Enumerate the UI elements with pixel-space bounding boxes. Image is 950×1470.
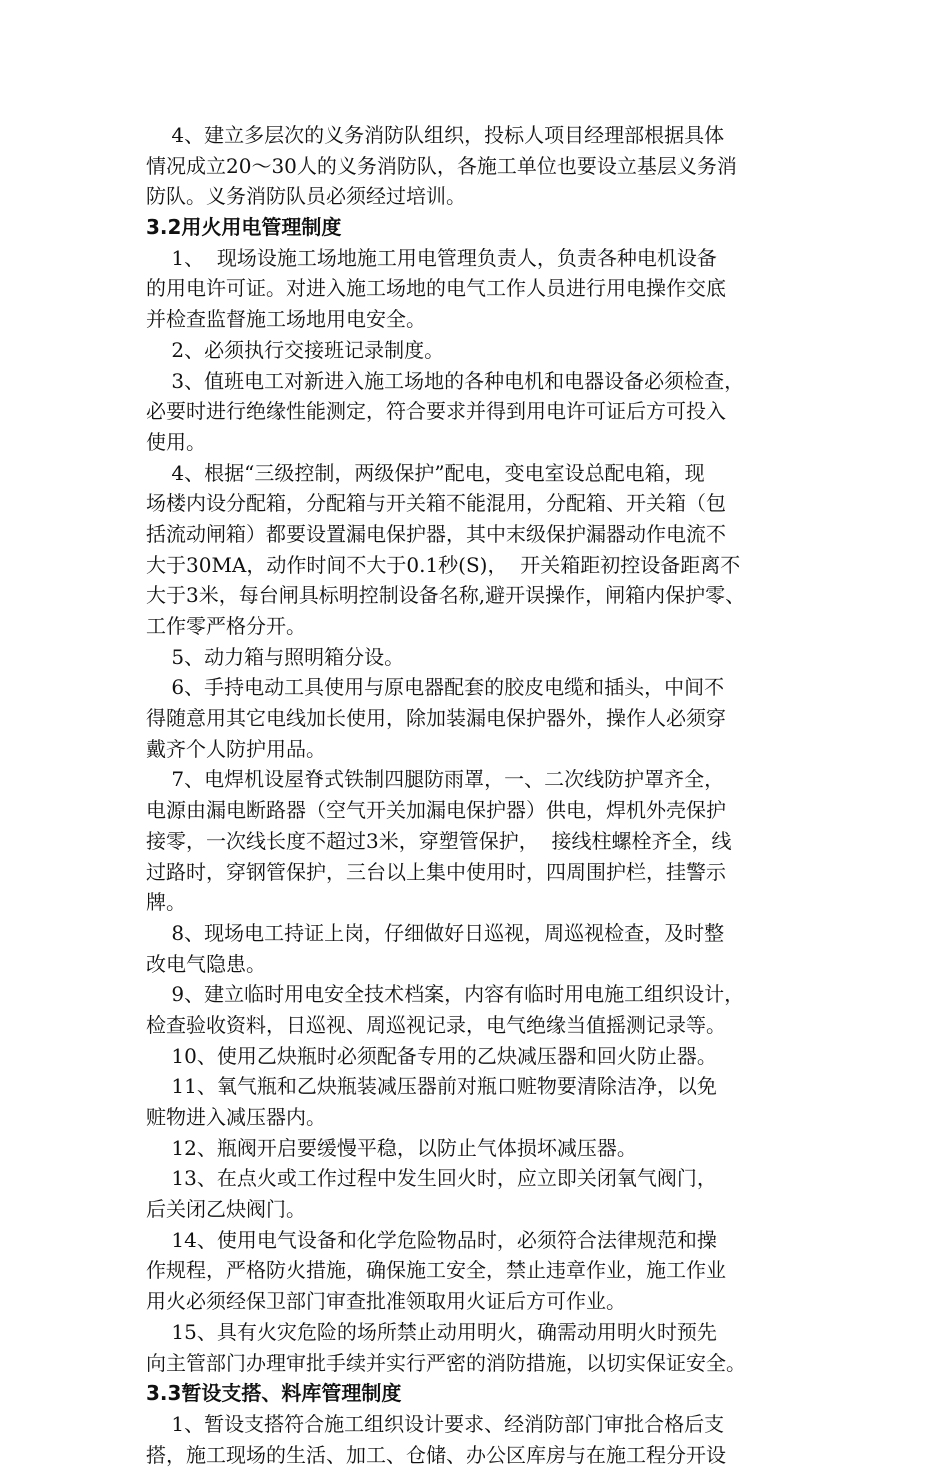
text-line: 搭，施工现场的生活、加工、仓储、办公区库房与在施工程分开设 bbox=[146, 1442, 726, 1467]
text-line: 15、具有火灾危险的场所禁止动用明火，确需动用明火时预先 bbox=[146, 1319, 717, 1344]
text-line: 2、必须执行交接班记录制度。 bbox=[146, 337, 445, 362]
text-line: 9、建立临时用电安全技术档案，内容有临时用电施工组织设计， bbox=[146, 982, 745, 1007]
text-line: 使用。 bbox=[146, 429, 206, 454]
text-line: 后关闭乙炔阀门。 bbox=[146, 1197, 306, 1222]
text-line: 8、现场电工持证上岗，仔细做好日巡视，周巡视检查，及时整 bbox=[146, 920, 725, 945]
text-line: 11、氧气瓶和乙炔瓶装减压器前对瓶口赃物要清除洁净，以免 bbox=[146, 1074, 717, 1099]
text-line: 检查验收资料，日巡视、周巡视记录，电气绝缘当值摇测记录等。 bbox=[146, 1012, 726, 1037]
text-line: 工作零严格分开。 bbox=[146, 614, 306, 638]
text-line: 7、电焊机设屋脊式铁制四腿防雨罩，一、二次线防护罩齐全， bbox=[146, 767, 725, 792]
text-line: 接零，一次线长度不超过3米，穿塑管保护， 接线柱螺栓齐全，线 bbox=[146, 828, 732, 853]
text-line: 牌。 bbox=[146, 890, 186, 915]
text-line: 赃物进入减压器内。 bbox=[146, 1105, 326, 1129]
text-line: 改电气隐患。 bbox=[146, 951, 266, 976]
text-line: 向主管部门办理审批手续并实行严密的消防措施，以切实保证安全。 bbox=[146, 1350, 746, 1375]
text-line: 6、手持电动工具使用与原电器配套的胶皮电缆和插头，中间不 bbox=[146, 675, 725, 700]
text-line: 括流动闸箱）都要设置漏电保护器，其中末级保护漏器动作电流不 bbox=[146, 521, 726, 546]
text-line: 并检查监督施工场地用电安全。 bbox=[146, 307, 426, 332]
text-line: 大于30MA，动作时间不大于0.1秒(S)， 开关箱距初控设备距离不 bbox=[146, 552, 741, 577]
section-heading: 3.2用火用电管理制度 bbox=[146, 215, 342, 240]
text-line: 14、使用电气设备和化学危险物品时，必须符合法律规范和操 bbox=[146, 1227, 717, 1252]
text-line: 情况成立20～30人的义务消防队，各施工单位也要设立基层义务消 bbox=[146, 153, 737, 178]
text-line: 电源由漏电断路器（空气开关加漏电保护器）供电，焊机外壳保护 bbox=[146, 798, 726, 823]
section-heading: 3.3暂设支搭、料库管理制度 bbox=[146, 1381, 402, 1406]
text-line: 1、 现场设施工场地施工用电管理负责人，负责各种电机设备 bbox=[146, 245, 717, 270]
text-line: 的用电许可证。对进入施工场地的电气工作人员进行用电操作交底 bbox=[146, 276, 726, 301]
text-line: 防队。义务消防队员必须经过培训。 bbox=[146, 184, 466, 209]
text-line: 作规程，严格防火措施，确保施工安全，禁止违章作业，施工作业 bbox=[146, 1258, 726, 1283]
text-line: 5、动力箱与照明箱分设。 bbox=[146, 644, 405, 669]
text-line: 场楼内设分配箱，分配箱与开关箱不能混用，分配箱、开关箱（包 bbox=[146, 491, 726, 516]
text-line: 必要时进行绝缘性能测定，符合要求并得到用电许可证后方可投入 bbox=[146, 399, 726, 424]
text-line: 戴齐个人防护用品。 bbox=[146, 736, 326, 761]
document-body bbox=[146, 120, 814, 1470]
text-line: 大于3米，每台闸具标明控制设备名称,避开误操作，闸箱内保护零、 bbox=[146, 583, 746, 608]
text-line: 12、瓶阀开启要缓慢平稳，以防止气体损坏减压器。 bbox=[146, 1135, 637, 1160]
text-line: 用火必须经保卫部门审查批准领取用火证后方可作业。 bbox=[146, 1289, 626, 1314]
text-line: 1、暂设支搭符合施工组织设计要求、经消防部门审批合格后支 bbox=[146, 1411, 725, 1436]
text-line: 得随意用其它电线加长使用，除加装漏电保护器外，操作人必须穿 bbox=[146, 706, 726, 731]
text-line: 13、在点火或工作过程中发生回火时，应立即关闭氧气阀门， bbox=[146, 1166, 717, 1191]
text-line: 10、使用乙炔瓶时必须配备专用的乙炔减压器和回火防止器。 bbox=[146, 1043, 717, 1068]
text-line: 4、建立多层次的义务消防队组织，投标人项目经理部根据具体 bbox=[146, 123, 725, 147]
text-line: 4、根据“三级控制，两级保护”配电，变电室设总配电箱，现 bbox=[146, 460, 705, 485]
text-line: 3、值班电工对新进入施工场地的各种电机和电器设备必须检查， bbox=[146, 368, 745, 393]
text-line: 过路时，穿钢管保护，三台以上集中使用时，四周围护栏，挂警示 bbox=[146, 859, 726, 884]
